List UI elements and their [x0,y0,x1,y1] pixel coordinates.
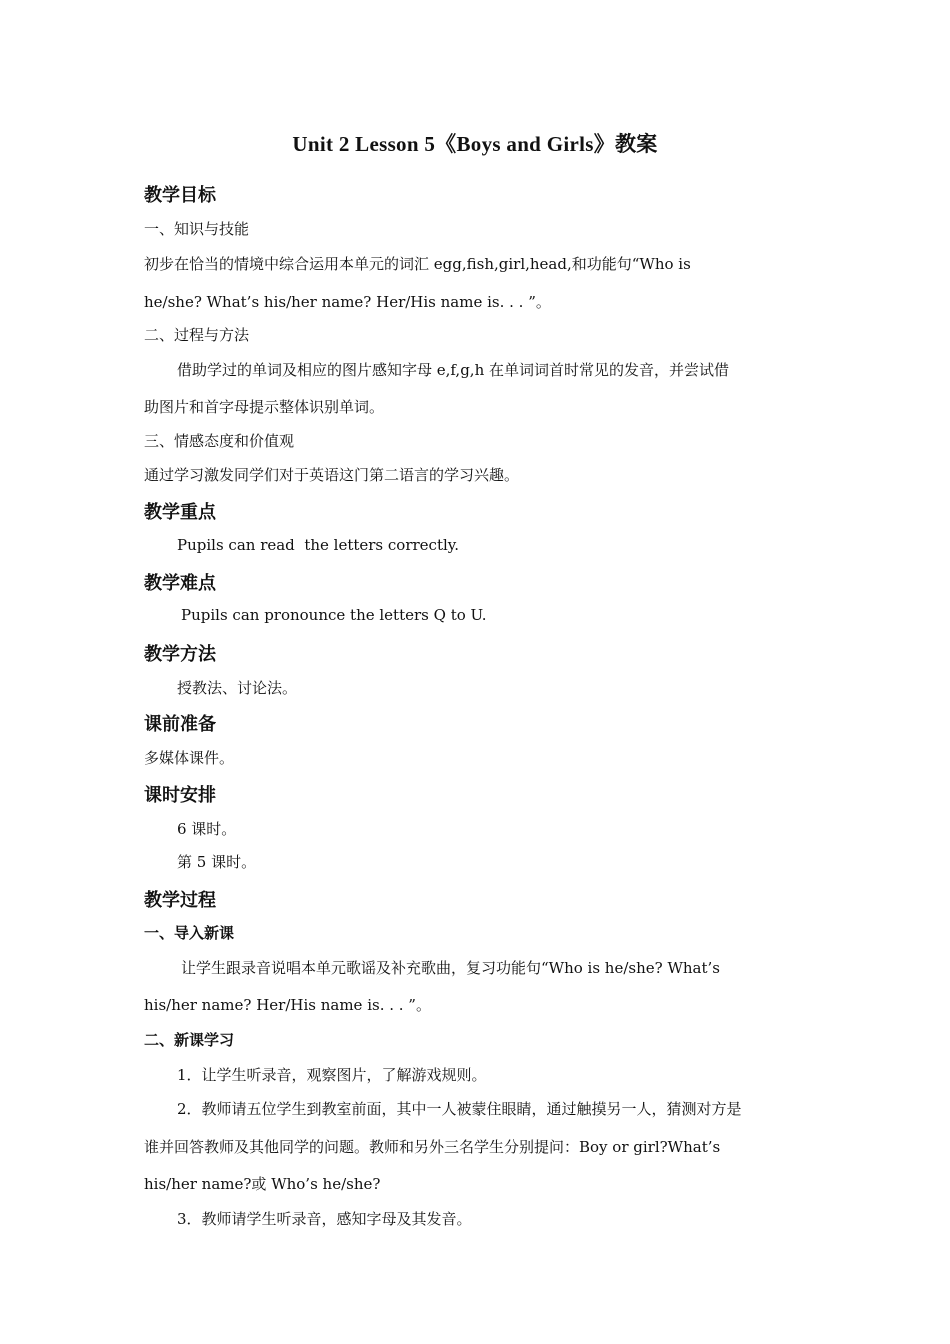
subheading-new-lesson: 二、新课学习 [144,1031,235,1049]
heading-key-points: 教学重点 [144,502,216,523]
methods-text: 授教法、讨论法。 [177,679,298,697]
step-3: 3．教师请学生听录音，感知字母及其发音。 [177,1210,472,1228]
heading-preparation: 课前准备 [144,714,216,735]
step-2-line: 2．教师请五位学生到教室前面，其中一人被蒙住眼睛，通过触摸另一人，猜测对方是 [177,1100,742,1118]
paragraph-line: 助图片和首字母提示整体识别单词。 [144,398,385,416]
preparation-text: 多媒体课件。 [144,749,235,767]
paragraph-line: 借助学过的单词及相应的图片感知字母 e,f,g,h 在单词词首时常见的发音，并尝试借 [177,361,730,379]
subheading-knowledge-skills: 一、知识与技能 [144,220,250,238]
heading-methods: 教学方法 [144,644,216,665]
paragraph-line: his/her name? Her/His name is. . . ”。 [144,996,431,1014]
schedule-total: 6 课时。 [177,820,237,838]
heading-difficulties: 教学难点 [144,573,216,594]
paragraph-line: he/she? What’s his/her name? Her/His name is. . . ”。 [144,293,551,311]
subheading-introduction: 一、导入新课 [144,924,235,942]
document-title: Unit 2 Lesson 5《Boys and Girls》教案 [292,132,658,156]
heading-schedule: 课时安排 [144,785,216,806]
subheading-attitude-values: 三、情感态度和价值观 [144,432,295,450]
step-2-line: 谁并回答教师及其他同学的问题。教师和另外三名学生分别提问：Boy or girl?What’s [144,1138,721,1156]
step-2-line: his/her name?或 Who’s he/she? [144,1175,381,1193]
paragraph-line: 通过学习激发同学们对于英语这门第二语言的学习兴趣。 [144,466,520,484]
heading-objectives: 教学目标 [144,185,216,206]
paragraph-line: 让学生跟录音说唱本单元歌谣及补充歌曲，复习功能句“Who is he/she? What’s [181,959,720,977]
schedule-current: 第 5 课时。 [177,853,257,871]
step-1: 1．让学生听录音，观察图片，了解游戏规则。 [177,1066,487,1084]
paragraph-line: 初步在恰当的情境中综合运用本单元的词汇 egg,fish,girl,head,和功能句“Who is [144,255,691,273]
difficulties-text: Pupils can pronounce the letters Q to U. [181,606,487,624]
key-points-text: Pupils can read the letters correctly. [177,536,460,554]
heading-process: 教学过程 [144,890,216,911]
subheading-process-methods: 二、过程与方法 [144,326,250,344]
